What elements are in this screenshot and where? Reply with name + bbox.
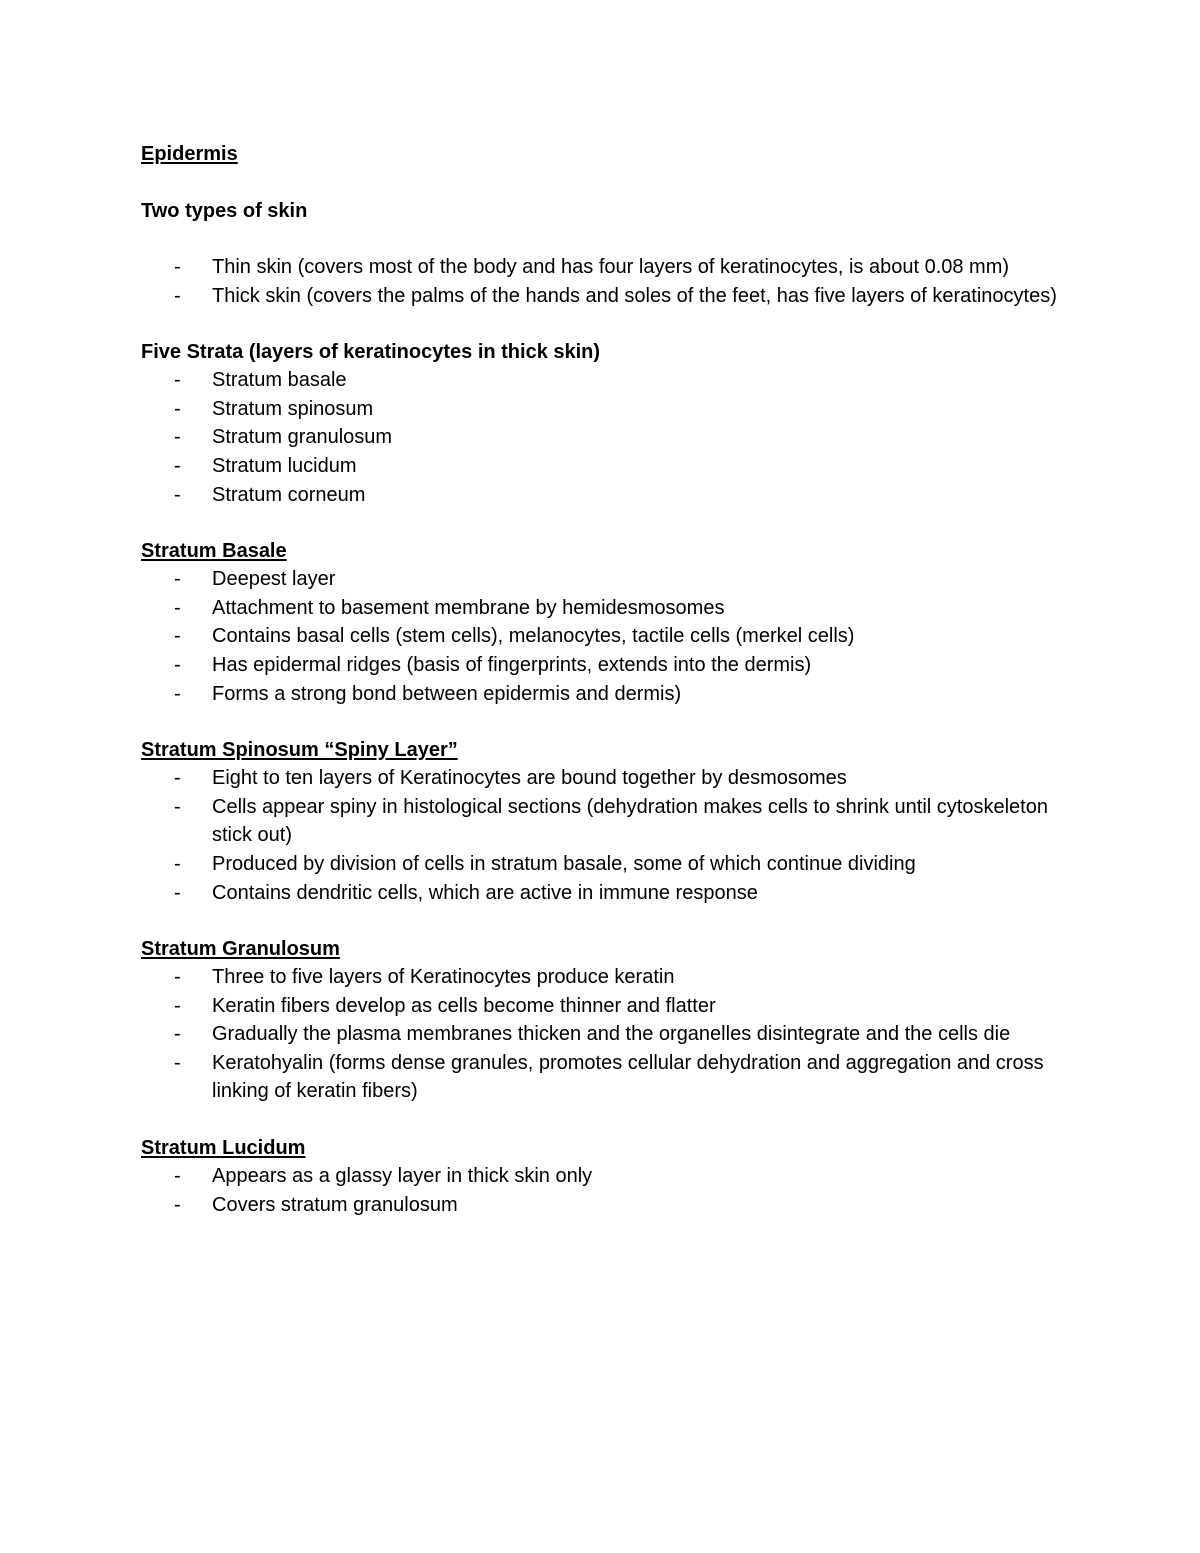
dash-bullet: - bbox=[174, 256, 181, 278]
dash-bullet: - bbox=[174, 767, 181, 790]
dash-bullet: - bbox=[174, 653, 181, 676]
list-item: - Attachment to basement membrane by hemidesmosomes bbox=[141, 594, 1061, 623]
spacer bbox=[141, 168, 1061, 197]
spacer bbox=[141, 907, 1061, 935]
list-stratum-granulosum bbox=[141, 963, 1061, 1106]
page-title: Epidermis bbox=[141, 143, 238, 165]
list-item: - Appears as a glassy layer in thick skin only bbox=[141, 1162, 1061, 1191]
list-item: - Stratum corneum bbox=[141, 481, 1061, 510]
dash-bullet: - bbox=[174, 852, 181, 875]
section-stratum-spinosum bbox=[141, 736, 1061, 907]
dash-bullet: - bbox=[174, 483, 181, 506]
dash-bullet: - bbox=[174, 397, 181, 420]
spacer bbox=[141, 509, 1061, 537]
dash-bullet: - bbox=[174, 1165, 181, 1188]
dash-bullet: - bbox=[174, 1051, 181, 1074]
section-heading-stratum-lucidum: Stratum Lucidum bbox=[141, 1137, 306, 1160]
dash-bullet: - bbox=[174, 284, 181, 307]
list-item: - Has epidermal ridges (basis of fingerprints, extends into the dermis) bbox=[141, 651, 1061, 680]
list-item: - Thick skin (covers the palms of the hands and soles of the feet, has five layers of keratinocytes) bbox=[141, 282, 1061, 311]
list-five-strata bbox=[141, 366, 1061, 509]
section-heading-stratum-spinosum: Stratum Spinosum “Spiny Layer” bbox=[141, 739, 458, 762]
list-two-types bbox=[141, 253, 1061, 310]
section-heading-stratum-basale: Stratum Basale bbox=[141, 540, 287, 563]
list-item: - Produced by division of cells in stratum basale, some of which continue dividing bbox=[141, 850, 1061, 879]
dash-bullet: - bbox=[174, 454, 181, 477]
dash-bullet: - bbox=[174, 994, 181, 1017]
list-stratum-lucidum bbox=[141, 1162, 1061, 1219]
spacer bbox=[141, 225, 1061, 253]
section-stratum-lucidum bbox=[141, 1134, 1061, 1219]
dash-bullet: - bbox=[174, 426, 181, 449]
dash-bullet: - bbox=[174, 369, 181, 392]
list-item: - Covers stratum granulosum bbox=[141, 1191, 1061, 1220]
list-item: - Deepest layer bbox=[141, 565, 1061, 594]
list-item: - Contains dendritic cells, which are active in immune response bbox=[141, 879, 1061, 908]
spacer bbox=[141, 708, 1061, 736]
list-stratum-spinosum bbox=[141, 764, 1061, 907]
section-five-strata bbox=[141, 338, 1061, 509]
dash-bullet: - bbox=[174, 1023, 181, 1046]
list-item: - Stratum spinosum bbox=[141, 395, 1061, 424]
dash-bullet: - bbox=[174, 568, 181, 591]
list-item: - Thin skin (covers most of the body and has four layers of keratinocytes, is about 0.08 mm) bbox=[141, 253, 1061, 282]
list-item: - Forms a strong bond between epidermis and dermis) bbox=[141, 680, 1061, 709]
list-item: - Keratin fibers develop as cells become thinner and flatter bbox=[141, 992, 1061, 1021]
list-item: - Stratum granulosum bbox=[141, 423, 1061, 452]
section-heading-stratum-granulosum: Stratum Granulosum bbox=[141, 938, 340, 961]
spacer bbox=[141, 310, 1061, 338]
list-item: - Eight to ten layers of Keratinocytes are bound together by desmosomes bbox=[141, 764, 1061, 793]
section-stratum-basale bbox=[141, 537, 1061, 708]
section-heading-five-strata: Five Strata (layers of keratinocytes in thick skin) bbox=[141, 341, 601, 364]
spacer bbox=[141, 1106, 1061, 1134]
dash-bullet: - bbox=[174, 1193, 181, 1216]
section-two-types bbox=[141, 197, 1061, 310]
list-item: - Cells appear spiny in histological sections (dehydration makes cells to shrink until cytoskeleton stick out) bbox=[141, 793, 1061, 850]
list-item: - Gradually the plasma membranes thicken and the organelles disintegrate and the cells die bbox=[141, 1020, 1061, 1049]
list-item: - Keratohyalin (forms dense granules, promotes cellular dehydration and aggregation and cross linking of keratin fibers) bbox=[141, 1049, 1061, 1106]
section-stratum-granulosum bbox=[141, 935, 1061, 1106]
list-item: - Stratum basale bbox=[141, 366, 1061, 395]
list-item: - Three to five layers of Keratinocytes produce keratin bbox=[141, 963, 1061, 992]
document-page bbox=[141, 140, 1061, 1219]
dash-bullet: - bbox=[174, 596, 181, 619]
dash-bullet: - bbox=[174, 682, 181, 705]
section-heading-two-types: Two types of skin bbox=[141, 200, 308, 222]
dash-bullet: - bbox=[174, 795, 181, 818]
list-item: - Stratum lucidum bbox=[141, 452, 1061, 481]
dash-bullet: - bbox=[174, 966, 181, 989]
list-stratum-basale bbox=[141, 565, 1061, 708]
dash-bullet: - bbox=[174, 625, 181, 648]
list-item: - Contains basal cells (stem cells), melanocytes, tactile cells (merkel cells) bbox=[141, 622, 1061, 651]
dash-bullet: - bbox=[174, 881, 181, 904]
